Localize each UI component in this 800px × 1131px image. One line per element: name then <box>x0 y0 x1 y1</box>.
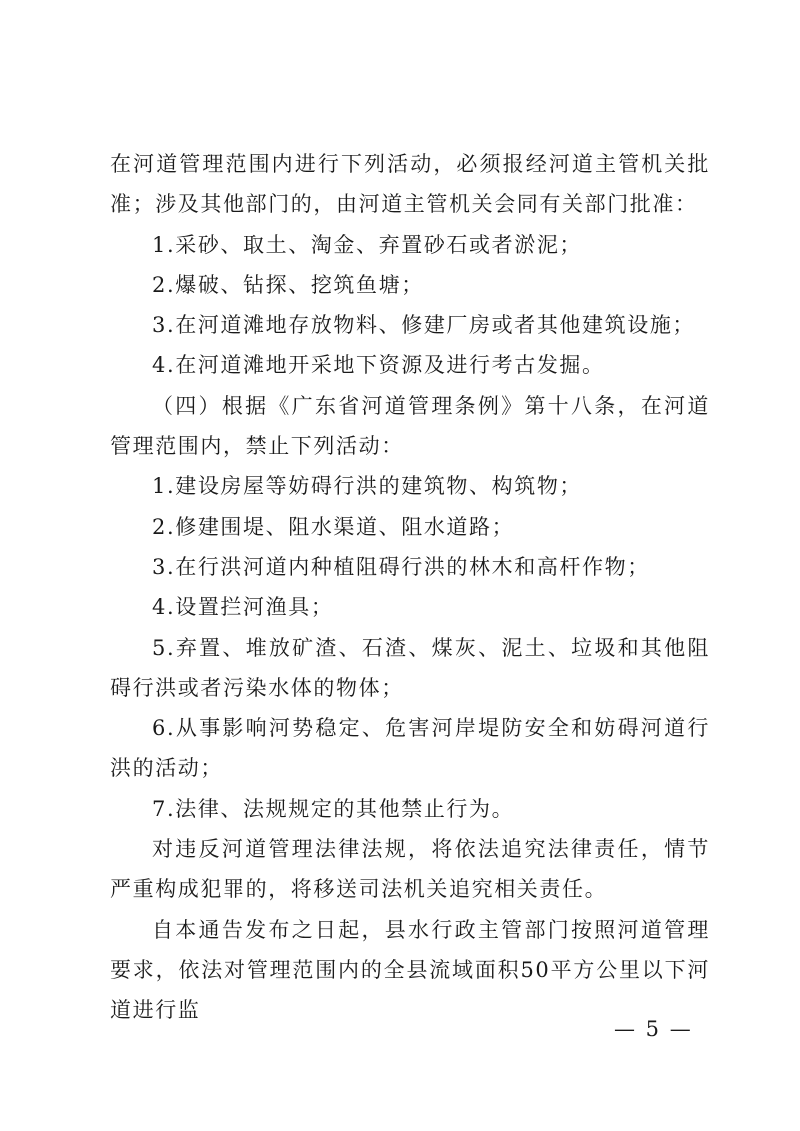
list-item-buildings: 1.建设房屋等妨碍行洪的建筑物、构筑物； <box>152 474 583 499</box>
list-item-fishing-gear: 4.设置拦河渔具； <box>152 595 334 620</box>
section-four-heading: （四）根据《广东省河道管理条例》第十八条，在河道管理范围内，禁止下列活动： <box>110 393 710 459</box>
list-item-river-stability: 6.从事影响河势稳定、危害河岸堤防安全和妨碍河道行洪的活动； <box>110 716 710 781</box>
list-item-storage: 3.在河道滩地存放物料、修建厂房或者其他建筑设施； <box>152 313 696 338</box>
list-item-planting: 3.在行洪河道内种植阻碍行洪的林木和高杆作物； <box>152 554 650 579</box>
list-item-other-prohibited: 7.法律、法规规定的其他禁止行为。 <box>152 796 515 821</box>
paragraph-effective-date: 自本通告发布之日起，县水行政主管部门按照河道管理要求，依法对管理范围内的全县流域面积50平方公里以下河道进行监 <box>110 917 710 1023</box>
paragraph-legal-liability: 对违反河道管理法律法规，将依法追究法律责任，情节严重构成犯罪的，将移送司法机关追究相关责任。 <box>110 837 710 902</box>
page-number: — 5 — <box>614 1017 693 1041</box>
list-item-embankments: 2.修建围堤、阻水渠道、阻水道路； <box>152 514 515 539</box>
list-item-dumping: 5.弃置、堆放矿渣、石渣、煤灰、泥土、垃圾和其他阻碍行洪或者污染水体的物体； <box>110 635 710 700</box>
list-item-blasting: 2.爆破、钻探、挖筑鱼塘； <box>152 272 424 297</box>
paragraph-approval-required: 在河道管理范围内进行下列活动，必须报经河道主管机关批准；涉及其他部门的，由河道主管机关会同有关部门批准： <box>110 152 710 217</box>
document-body <box>110 144 710 1031</box>
list-item-sand-mining: 1.采砂、取土、淘金、弃置砂石或者淤泥； <box>152 232 583 257</box>
list-item-excavation: 4.在河道滩地开采地下资源及进行考古发掘。 <box>152 353 605 378</box>
